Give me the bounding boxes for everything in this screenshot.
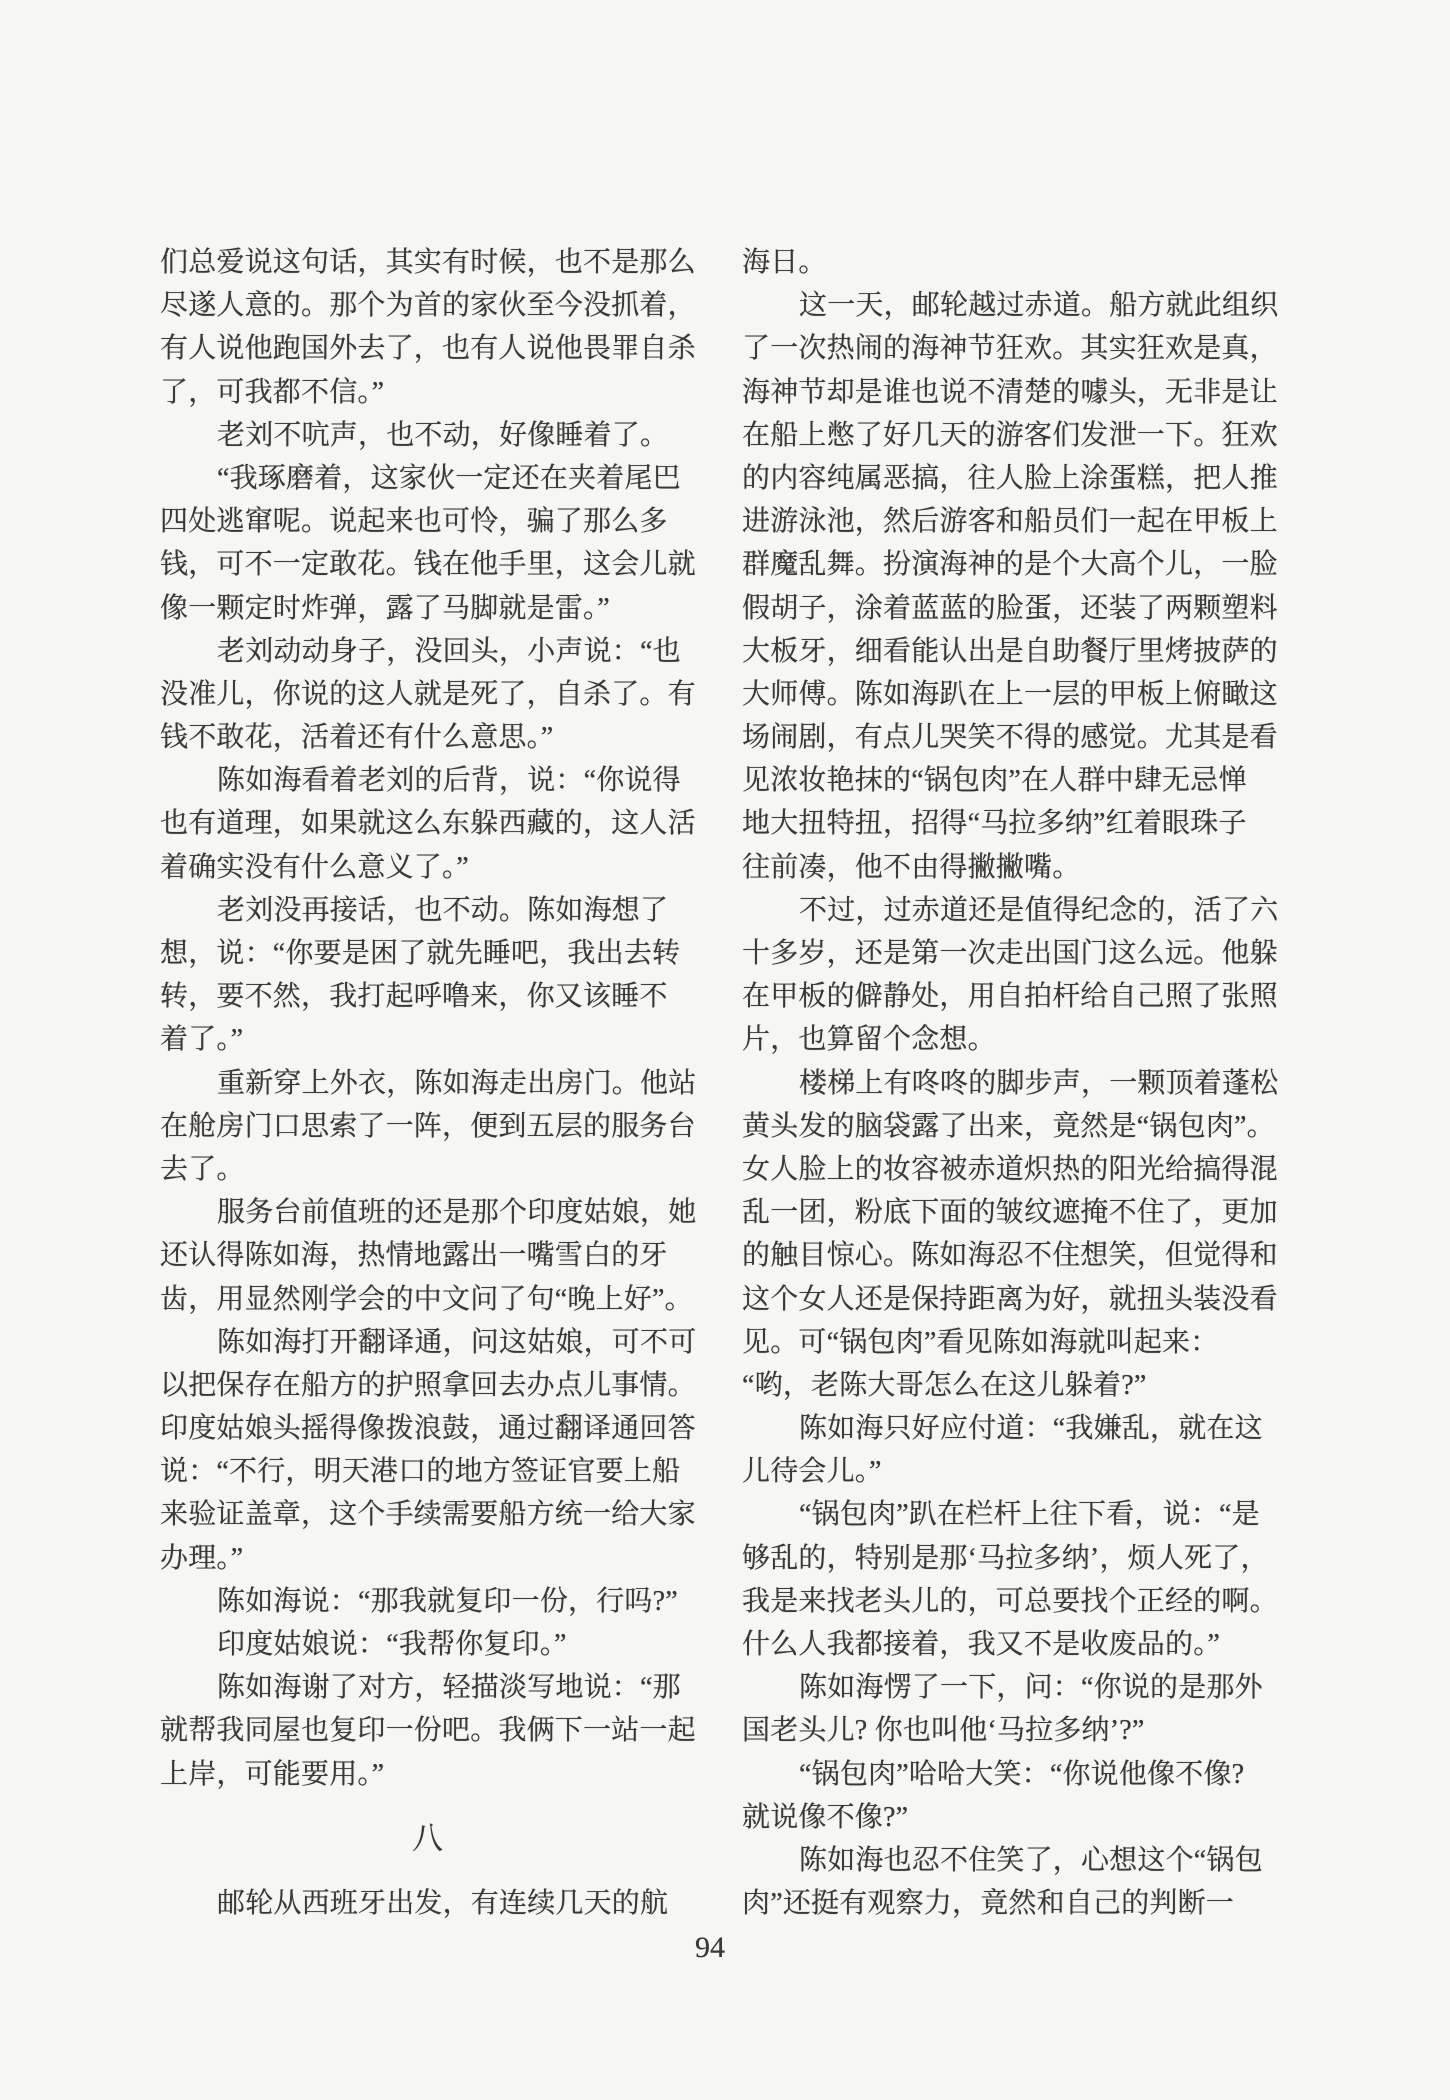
text-line: 服务台前值班的还是那个印度姑娘，她 [217,1197,697,1229]
text-line: 了一次热闹的海神节狂欢。其实狂欢是真， [742,333,1278,365]
text-line: 老刘不吭声，也不动，好像睡着了。 [217,419,669,451]
text-line: 见浓妆艳抹的“锅包肉”在人群中肆无忌惮 [742,765,1247,797]
text-line: 印度姑娘说：“我帮你复印。” [217,1629,567,1660]
text-line: 够乱的，特别是那‘马拉多纳’，烦人死了， [742,1542,1269,1574]
text-line: 邮轮从西班牙出发，有连续几天的航 [217,1887,669,1919]
text-line: 进游泳池，然后游客和船员们一起在甲板上 [742,506,1278,538]
text-line: “我琢磨着，这家伙一定还在夹着尾巴 [217,462,681,494]
text-line: 钱不敢花，活着还有什么意思。” [160,722,554,754]
text-line: 的触目惊心。陈如海忍不住想笑，但觉得和 [742,1240,1278,1272]
left-column-lines [160,241,696,1796]
text-line: 我是来找老头儿的，可总要找个正经的啊。 [742,1585,1278,1617]
text-line: 陈如海愣了一下，问：“你说的是那外 [799,1672,1263,1704]
text-line: “锅包肉”趴在栏杆上往下看，说：“是 [799,1499,1260,1531]
text-line: 陈如海打开翻译通，问这姑娘，可不可 [217,1326,697,1358]
text-line: 陈如海说：“那我就复印一份，行吗?” [217,1585,678,1617]
text-line: 转，要不然，我打起呼噜来，你又该睡不 [160,981,668,1013]
right-column-lines [742,241,1279,1925]
text-line: 女人脸上的妆容被赤道炽热的阳光给搞得混 [742,1153,1278,1185]
text-line: 陈如海看着老刘的后背，说：“你说得 [217,765,681,797]
text-line: 这一天，邮轮越过赤道。船方就此组织 [799,290,1279,322]
section-heading: 八 [412,1820,444,1856]
right-text-column [742,241,1279,1925]
text-line: 老刘动动身子，没回头，小声说：“也 [217,635,681,667]
text-line: 这个女人还是保持距离为好，就扭头装没看 [742,1283,1278,1315]
text-line: 了，可我都不信。” [160,376,385,408]
text-line: 也有道理，如果就这么东躲西藏的，这人活 [160,808,696,840]
text-line: 黄头发的脑袋露了出来，竟然是“锅包肉”。 [742,1110,1275,1142]
text-line: 上岸，可能要用。” [160,1758,385,1790]
text-line: 片，也算留个念想。 [742,1024,996,1056]
text-line: 不过，过赤道还是值得纪念的，活了六 [799,894,1279,926]
text-line: 在船上憋了好几天的游客们发泄一下。狂欢 [742,419,1278,451]
text-line: 办理。” [160,1542,244,1574]
text-line: 说：“不行，明天港口的地方签证官要上船 [160,1456,681,1488]
text-line: 以把保存在船方的护照拿回去办点儿事情。 [160,1369,696,1401]
text-line: 齿，用显然刚学会的中文问了句“晚上好”。 [160,1283,693,1315]
text-line: 就说像不像?” [742,1801,909,1833]
page-number: 94 [695,1931,725,1964]
text-line: 陈如海只好应付道：“我嫌乱，就在这 [799,1413,1263,1445]
text-line: 在甲板的僻静处，用自拍杆给自己照了张照 [742,981,1278,1013]
text-line: 来验证盖章，这个手续需要船方统一给大家 [160,1499,696,1531]
text-line: 就帮我同屋也复印一份吧。我俩下一站一起 [160,1715,696,1747]
text-line: 还认得陈如海，热情地露出一嘴雪白的牙 [160,1240,668,1272]
text-line: 十多岁，还是第一次走出国门这么远。他躲 [742,938,1278,969]
text-line: 陈如海也忍不住笑了，心想这个“锅包 [799,1844,1263,1876]
text-line: 场闹剧，有点儿哭笑不得的感觉。尤其是看 [742,722,1278,754]
text-line: 假胡子，涂着蓝蓝的脸蛋，还装了两颗塑料 [742,592,1278,624]
text-line: 大师傅。陈如海趴在上一层的甲板上俯瞰这 [742,678,1278,710]
text-line: 群魔乱舞。扮演海神的是个大高个儿，一脸 [742,549,1278,581]
text-line: 印度姑娘头摇得像拨浪鼓，通过翻译通回答 [160,1413,696,1445]
text-line: 想，说：“你要是困了就先睡吧，我出去转 [160,938,681,969]
text-line: 老刘没再接话，也不动。陈如海想了 [217,894,669,926]
text-line: 们总爱说这句话，其实有时候，也不是那么 [160,247,696,278]
text-line: 重新穿上外衣，陈如海走出房门。他站 [217,1067,697,1099]
text-line: 四处逃窜呢。说起来也可怜，骗了那么多 [160,506,668,538]
text-line: 海日。 [742,247,827,278]
left-text-column [160,241,696,1925]
text-line: 有人说他跑国外去了，也有人说他畏罪自杀 [160,333,696,365]
text-line: 海神节却是谁也说不清楚的噱头，无非是让 [742,376,1278,408]
text-line: 去了。 [160,1153,245,1185]
text-line: 楼梯上有咚咚的脚步声，一颗顶着蓬松 [799,1067,1279,1099]
text-line: “哟，老陈大哥怎么在这儿躲着?” [742,1369,1147,1401]
text-line: 陈如海谢了对方，轻描淡写地说：“那 [217,1672,681,1704]
text-line: 尽遂人意的。那个为首的家伙至今没抓着， [160,290,696,322]
text-line: 见。可“锅包肉”看见陈如海就叫起来： [742,1326,1219,1358]
text-line: 国老头儿? 你也叫他‘马拉多纳’?” [742,1715,1145,1747]
text-line: 的内容纯属恶搞，往人脸上涂蛋糕，把人推 [742,462,1278,494]
text-line: 在舱房门口思索了一阵，便到五层的服务台 [160,1110,696,1142]
text-line: 乱一团，粉底下面的皱纹遮掩不住了，更加 [742,1197,1278,1229]
text-line: 钱，可不一定敢花。钱在他手里，这会儿就 [160,549,696,581]
text-line: 儿待会儿。” [742,1456,882,1488]
text-line: 着了。” [160,1024,244,1056]
text-line: 着确实没有什么意义了。” [160,851,469,883]
text-line: 往前凑，他不由得撇撇嘴。 [742,851,1081,883]
text-line: 像一颗定时炸弹，露了马脚就是雷。” [160,592,610,624]
text-line: 大板牙，细看能认出是自助餐厅里烤披萨的 [742,635,1278,667]
text-line: 地大扭特扭，招得“马拉多纳”红着眼珠子 [742,808,1247,840]
left-column-lines-after-heading [160,1882,696,1925]
text-line: 肉”还挺有观察力，竟然和自己的判断一 [742,1888,1235,1920]
text-line: 什么人我都接着，我又不是收废品的。” [742,1629,1221,1660]
text-line: “锅包肉”哈哈大笑：“你说他像不像? [799,1758,1245,1790]
text-line: 没准儿，你说的这人就是死了，自杀了。有 [160,678,696,710]
